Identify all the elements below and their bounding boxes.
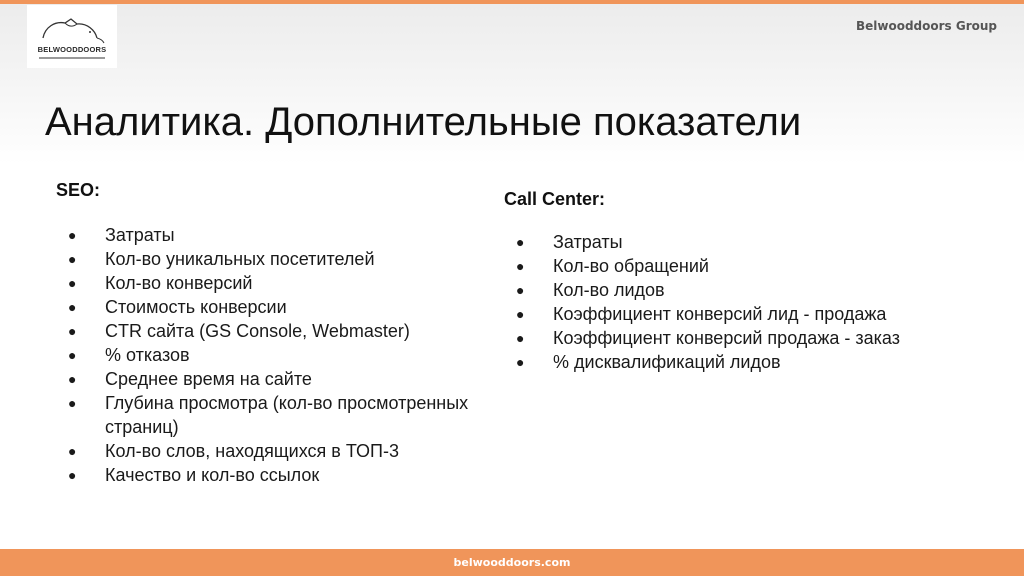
bullet-icon: ● bbox=[516, 282, 525, 298]
bullet-icon: ● bbox=[68, 347, 77, 363]
list-item: ● Глубина просмотра (кол-во просмотренных страниц) bbox=[68, 393, 469, 437]
list-item: ● % дисквалификаций лидов bbox=[516, 352, 781, 372]
bullet-icon: ● bbox=[516, 330, 525, 346]
bullet-icon: ● bbox=[516, 258, 525, 274]
bullet-icon: ● bbox=[68, 395, 77, 411]
page-title: Аналитика. Дополнительные показатели bbox=[45, 100, 802, 144]
call-center-list bbox=[504, 230, 1004, 374]
list-item: ● Качество и кол-во ссылок bbox=[68, 465, 320, 485]
list-item: ● Затраты bbox=[516, 232, 623, 252]
list-item: ● Затраты bbox=[68, 225, 175, 245]
company-logo[interactable] bbox=[27, 5, 117, 68]
bullet-icon: ● bbox=[68, 251, 77, 267]
list-item: ● % отказов bbox=[68, 345, 190, 365]
bullet-icon: ● bbox=[68, 371, 77, 387]
list-item: ● Коэффициент конверсий лид - продажа bbox=[516, 304, 887, 324]
call-center-heading: Call Center: bbox=[504, 189, 606, 209]
logo-text: BELWOODDOORS bbox=[37, 45, 107, 54]
bullet-icon: ● bbox=[68, 227, 77, 243]
footer-bar bbox=[0, 549, 1024, 576]
bullet-icon: ● bbox=[516, 234, 525, 250]
list-item: ● Стоимость конверсии bbox=[68, 297, 287, 317]
bullet-icon: ● bbox=[516, 306, 525, 322]
beaver-roof-icon bbox=[27, 5, 117, 68]
seo-list bbox=[56, 223, 476, 487]
brand-name: Belwooddoors Group bbox=[855, 19, 997, 33]
bullet-icon: ● bbox=[68, 323, 77, 339]
list-item: ● Коэффициент конверсий продажа - заказ bbox=[516, 328, 900, 348]
bullet-icon: ● bbox=[68, 467, 77, 483]
list-item: ● Кол-во слов, находящихся в ТОП-3 bbox=[68, 441, 399, 461]
footer-website-link[interactable]: belwooddoors.com bbox=[453, 556, 571, 569]
list-item: ● Кол-во уникальных посетителей bbox=[68, 249, 375, 269]
list-item: ● Кол-во конверсий bbox=[68, 273, 253, 293]
list-item: ● Кол-во обращений bbox=[516, 256, 709, 276]
bullet-icon: ● bbox=[68, 299, 77, 315]
list-item: ● Кол-во лидов bbox=[516, 280, 665, 300]
list-item: ● Среднее время на сайте bbox=[68, 369, 312, 389]
list-item: ● CTR сайта (GS Console, Webmaster) bbox=[68, 321, 410, 341]
seo-heading: SEO: bbox=[56, 180, 101, 200]
bullet-icon: ● bbox=[516, 354, 525, 370]
bullet-icon: ● bbox=[68, 275, 77, 291]
bullet-icon: ● bbox=[68, 443, 77, 459]
